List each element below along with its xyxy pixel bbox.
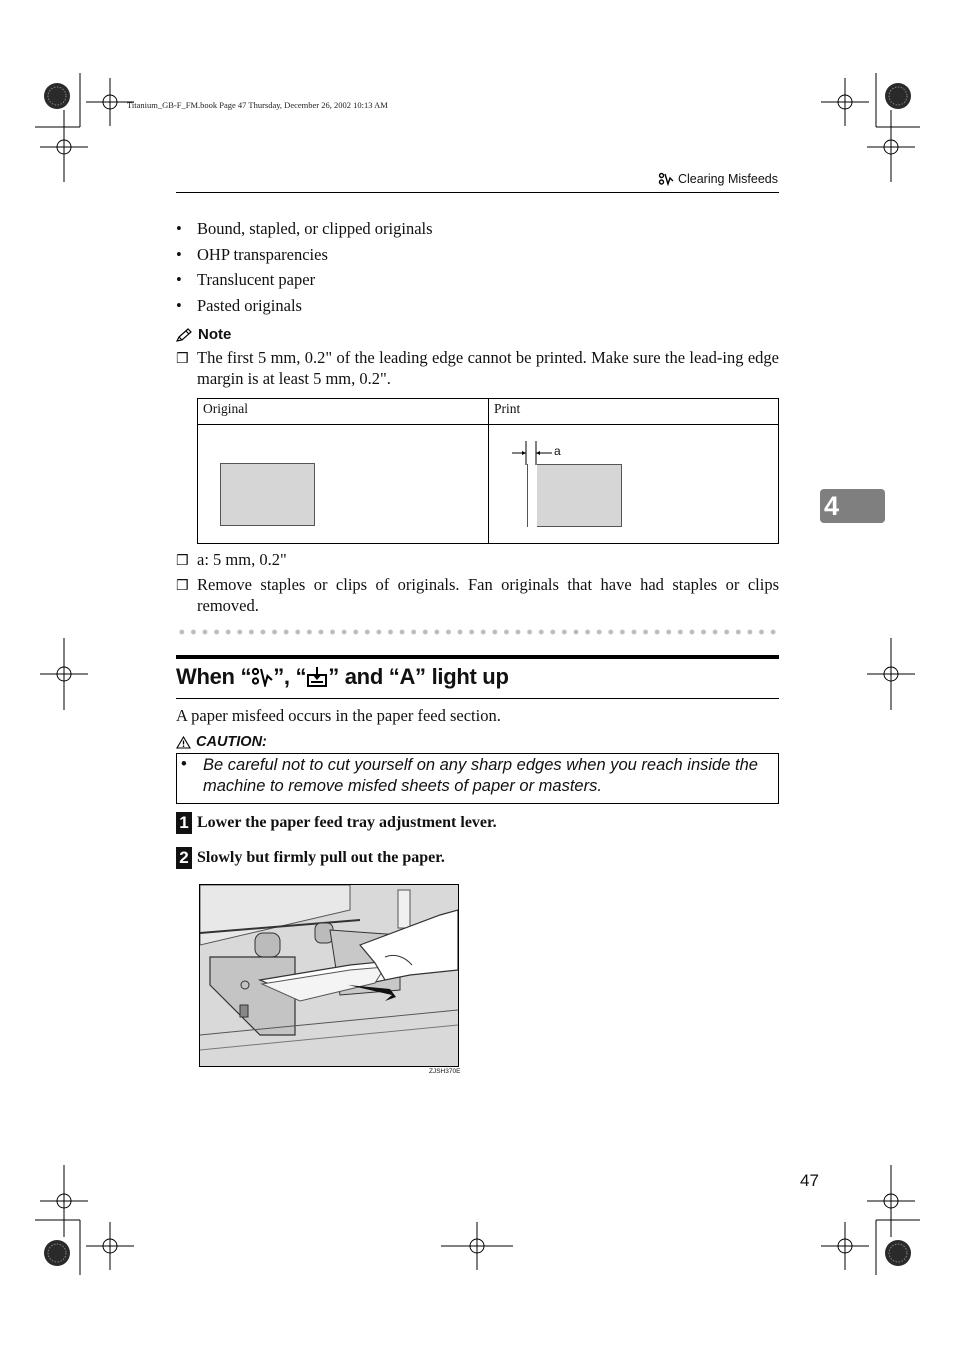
list-item: • OHP transparencies	[176, 242, 779, 268]
margin-label: a	[554, 444, 561, 458]
header-rule	[176, 192, 779, 193]
step-text: Slowly but firmly pull out the paper.	[197, 849, 445, 866]
section-intro: A paper misfeed occurs in the paper feed section.	[176, 706, 501, 725]
note-text: a: 5 mm, 0.2"	[197, 550, 287, 569]
note-label: Note	[198, 326, 232, 343]
chapter-tab: 4	[820, 489, 885, 523]
warning-icon	[176, 736, 191, 749]
misfeed-icon	[658, 172, 674, 186]
print-info: Titanium_GB-F_FM.book Page 47 Thursday, December 26, 2002 10:13 AM	[127, 100, 388, 110]
page-number: 47	[800, 1171, 819, 1190]
running-header-text: Clearing Misfeeds	[677, 172, 778, 186]
section-title-text: ” and “A” light up	[328, 664, 509, 689]
paper-feed-illustration	[199, 884, 459, 1067]
note-text: The first 5 mm, 0.2" of the leading edge cannot be printed. Make sure the lead-ing edge margin is at least 5 mm, 0.2".	[197, 348, 779, 388]
checkbox-icon: ❒	[176, 553, 189, 569]
table-divider	[198, 424, 778, 425]
caution-text: Be careful not to cut yourself on any sharp edges when you reach inside the machine to remove misfed sheets of paper or masters.	[203, 756, 758, 795]
caution-bullet: •	[181, 755, 187, 773]
step-text: Lower the paper feed tray adjustment lever.	[197, 814, 497, 831]
section-title-text: ”, “	[273, 664, 307, 689]
step-1	[176, 812, 497, 834]
printed-sheet	[527, 464, 622, 527]
section-title	[176, 664, 509, 690]
misfeed-icon	[251, 667, 273, 687]
section-rule	[176, 655, 779, 659]
caution-heading	[176, 734, 267, 750]
step-number: 2	[176, 847, 192, 869]
running-header	[658, 172, 778, 186]
note-heading	[176, 326, 231, 343]
margin-table	[197, 398, 779, 544]
list-item: • Bound, stapled, or clipped originals	[176, 216, 779, 242]
list-item: • Pasted originals	[176, 293, 779, 319]
section-title-text: When “	[176, 664, 252, 689]
step-number: 1	[176, 812, 192, 834]
paper-tray-icon	[306, 666, 328, 688]
list-item: • Translucent paper	[176, 267, 779, 293]
table-divider	[488, 399, 489, 543]
note-item-a	[176, 549, 779, 570]
table-header-print: Print	[494, 401, 521, 416]
unsuitable-originals-list	[176, 216, 779, 318]
caution-label: CAUTION:	[196, 734, 267, 750]
illustration-code: ZJSH370E	[429, 1068, 461, 1075]
checkbox-icon: ❒	[176, 578, 189, 594]
checkbox-icon: ❒	[176, 351, 189, 367]
pencil-icon	[176, 328, 194, 342]
pull-paper-drawing	[200, 885, 458, 1066]
note-item-staples	[176, 574, 779, 616]
caution-box	[176, 753, 779, 804]
leading-edge-margin	[527, 464, 537, 527]
original-sheet	[220, 463, 315, 526]
dotted-separator	[176, 628, 779, 636]
note-text: Remove staples or clips of originals. Fan originals that have had staples or clips removed.	[197, 575, 779, 615]
section-rule	[176, 698, 779, 699]
table-header-original: Original	[203, 401, 248, 416]
note-item-margin	[176, 347, 779, 389]
step-2	[176, 847, 445, 869]
